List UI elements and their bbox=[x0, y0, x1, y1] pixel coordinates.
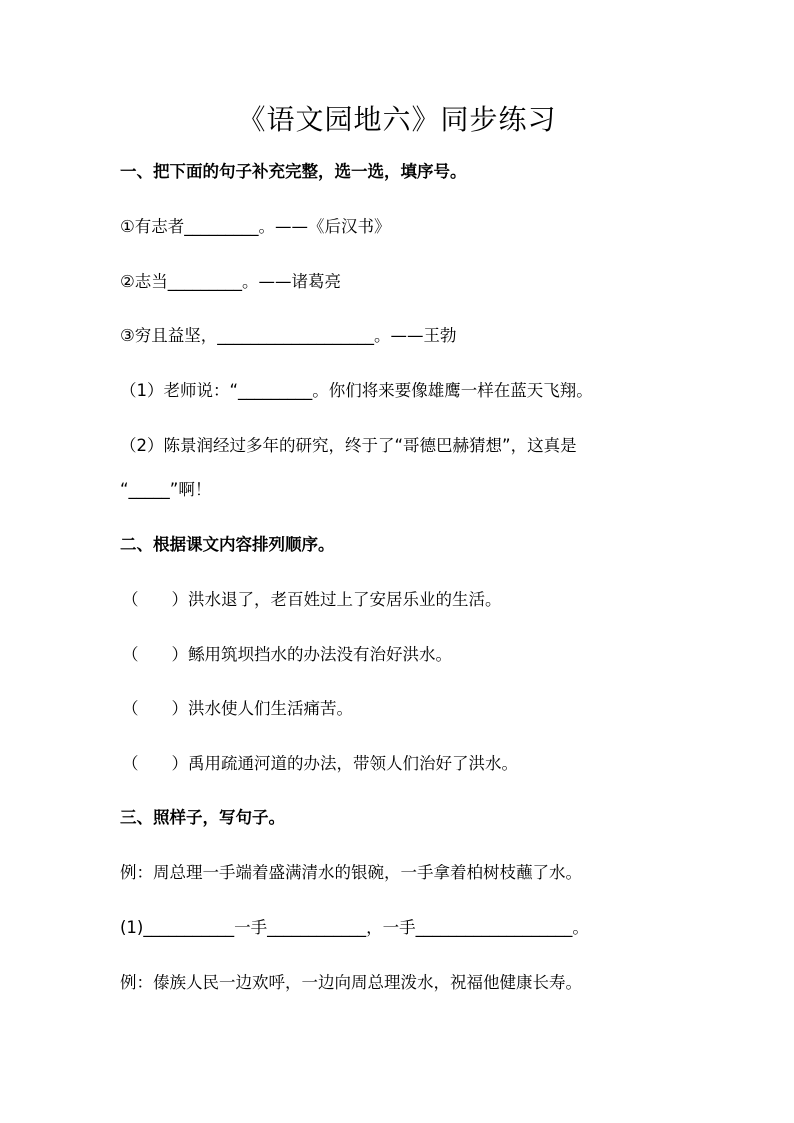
section1-question-2: （2）陈景润经过多年的研究，终于了“哥德巴赫猜想”，这真是 bbox=[120, 436, 577, 455]
section3-example-2: 例：傣族人民一边欢呼，一边向周总理泼水，祝福他健康长寿。 bbox=[120, 973, 582, 992]
section1-line-3: ③穷且益坚，___________________。——王勃 bbox=[120, 326, 457, 345]
section1-heading: 一、把下面的句子补充完整，选一选，填序号。 bbox=[120, 162, 467, 181]
section3-exercise-1: (1)___________一手____________，一手___________________。 bbox=[120, 918, 589, 937]
section2-item-3: （ ）洪水使人们生活痛苦。 bbox=[122, 699, 353, 718]
section1-line-1: ①有志者_________。——《后汉书》 bbox=[120, 217, 391, 236]
section1-question-2-cont: “_____”啊！ bbox=[120, 480, 212, 499]
section1-question-1: （1）老师说：“_________。你们将来要像雄鹰一样在蓝天飞翔。 bbox=[120, 381, 593, 400]
section3-heading: 三、照样子，写句子。 bbox=[120, 808, 285, 827]
section3-example-1: 例：周总理一手端着盛满清水的银碗，一手拿着柏树枝蘸了水。 bbox=[120, 863, 582, 882]
section2-heading: 二、根据课文内容排列顺序。 bbox=[120, 535, 335, 554]
section2-item-1: （ ）洪水退了，老百姓过上了安居乐业的生活。 bbox=[122, 590, 502, 609]
section1-line-2: ②志当_________。——诸葛亮 bbox=[120, 272, 342, 291]
section2-item-4: （ ）禹用疏通河道的办法，带领人们治好了洪水。 bbox=[122, 754, 518, 773]
page-title: 《语文园地六》同步练习 bbox=[237, 103, 557, 136]
section2-item-2: （ ）鲧用筑坝挡水的办法没有治好洪水。 bbox=[122, 645, 452, 664]
